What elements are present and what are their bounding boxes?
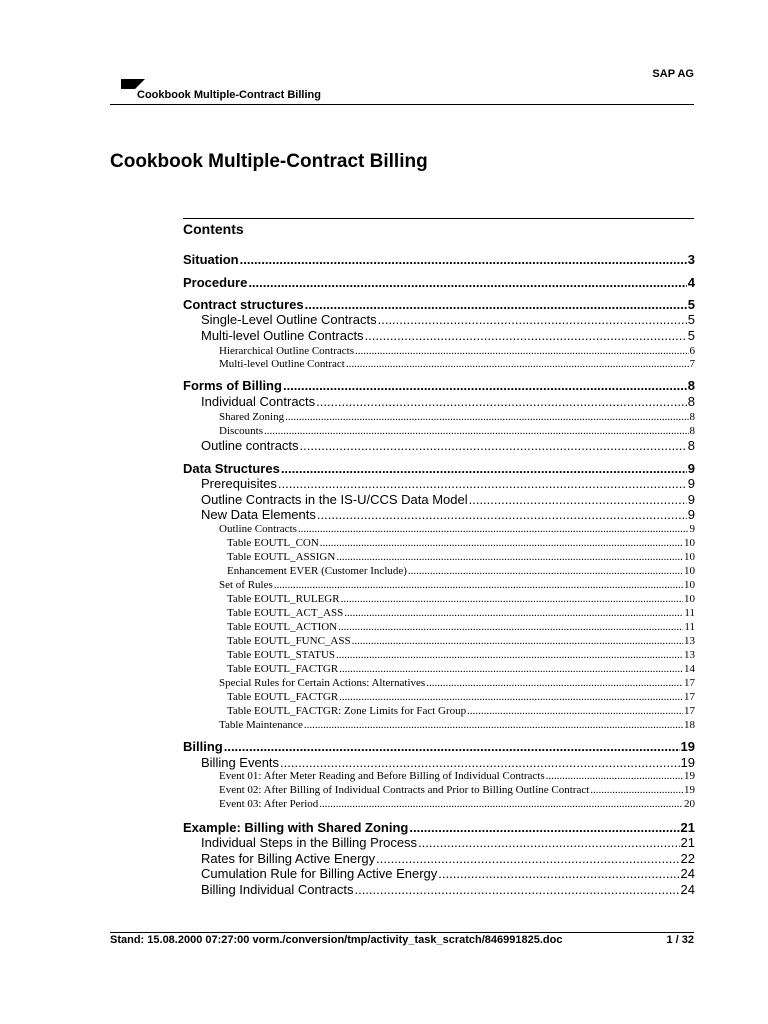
toc-leader xyxy=(320,536,683,550)
toc-entry-label: Multi-level Outline Contract xyxy=(219,358,345,370)
toc-page-number: 10 xyxy=(684,565,695,577)
toc-entry[interactable] xyxy=(219,410,695,424)
toc-page-number: 24 xyxy=(680,866,695,881)
toc-entry[interactable] xyxy=(201,507,695,523)
toc-entry[interactable] xyxy=(183,275,695,291)
toc-entry-label: Cumulation Rule for Billing Active Energy xyxy=(201,866,438,881)
toc-entry-label: Discounts xyxy=(219,425,263,437)
toc-page-number: 9 xyxy=(687,507,695,522)
toc-entry[interactable] xyxy=(183,739,695,755)
toc-page-number: 6 xyxy=(689,345,695,357)
toc-entry-label: Table EOUTL_FACTGR xyxy=(227,691,339,703)
toc-leader xyxy=(304,718,683,732)
toc-leader xyxy=(224,739,680,755)
toc-entry-label: Multi-level Outline Contracts xyxy=(201,328,364,343)
toc-entry-label: Set of Rules xyxy=(219,579,273,591)
toc-leader xyxy=(426,676,683,690)
toc-page-number: 8 xyxy=(689,411,695,423)
toc-entry[interactable] xyxy=(219,578,695,592)
toc-entry-label: Event 03: After Period xyxy=(219,798,319,810)
toc-entry[interactable] xyxy=(201,882,695,898)
toc-entry[interactable] xyxy=(219,424,695,438)
toc-entry-label: Table EOUTL_STATUS xyxy=(227,649,336,661)
toc-entry-label: Table EOUTL_ACTION xyxy=(227,621,338,633)
footer-stand: Stand: 15.08.2000 07:27:00 vorm./conversion/tmp/activity_task_scratch/846991825.doc xyxy=(110,934,563,946)
toc-leader xyxy=(467,704,683,718)
toc-leader xyxy=(346,357,689,371)
toc-entry-label: Data Structures xyxy=(183,461,280,476)
toc-entry-label: Special Rules for Certain Actions: Alternatives xyxy=(219,677,426,689)
toc-page-number: 24 xyxy=(680,882,695,897)
toc-page-number: 17 xyxy=(684,677,695,689)
toc-entry-label: Rates for Billing Active Energy xyxy=(201,851,376,866)
toc-leader xyxy=(248,275,686,291)
toc-leader xyxy=(298,522,689,536)
toc-entry-label: Table EOUTL_FUNC_ASS xyxy=(227,635,351,647)
toc-page-number: 5 xyxy=(687,297,695,312)
toc-leader xyxy=(339,662,683,676)
toc-entry[interactable] xyxy=(183,297,695,313)
toc-leader xyxy=(264,424,689,438)
toc-entry-label: Table EOUTL_FACTGR xyxy=(227,663,339,675)
toc-page-number: 13 xyxy=(684,649,695,661)
toc-entry[interactable] xyxy=(183,820,695,836)
toc-page-number: 3 xyxy=(687,252,695,267)
toc-entry[interactable] xyxy=(219,783,695,797)
toc-entry-label: Prerequisites xyxy=(201,476,277,491)
toc-entry-label: Example: Billing with Shared Zoning xyxy=(183,820,409,835)
toc-leader xyxy=(274,578,683,592)
toc-leader xyxy=(319,797,683,811)
toc-leader xyxy=(336,550,683,564)
toc-entry-label: Individual Contracts xyxy=(201,394,316,409)
toc-page-number: 7 xyxy=(689,358,695,370)
toc-leader xyxy=(376,851,679,867)
toc-entry-label: Individual Steps in the Billing Process xyxy=(201,835,418,850)
toc-page-number: 9 xyxy=(687,461,695,476)
toc-entry-label: Contract structures xyxy=(183,297,304,312)
contents-heading: Contents xyxy=(183,221,244,237)
toc-leader xyxy=(338,620,683,634)
toc-page-number: 9 xyxy=(687,476,695,491)
toc-entry[interactable] xyxy=(227,648,695,662)
toc-entry[interactable] xyxy=(219,797,695,811)
toc-entry[interactable] xyxy=(227,620,695,634)
toc-entry[interactable] xyxy=(227,592,695,606)
toc-entry-label: Table Maintenance xyxy=(219,719,303,731)
toc-entry-label: Situation xyxy=(183,252,239,267)
toc-entry-label: Billing Individual Contracts xyxy=(201,882,354,897)
toc-entry-label: Event 02: After Billing of Individual Contracts and Prior to Billing Outline Contract xyxy=(219,784,590,796)
toc-entry[interactable] xyxy=(219,676,695,690)
toc-leader xyxy=(469,492,687,508)
toc-page-number: 11 xyxy=(684,607,695,619)
toc-page-number: 17 xyxy=(684,705,695,717)
toc-leader xyxy=(344,606,683,620)
toc-entry[interactable] xyxy=(219,718,695,732)
footer-divider xyxy=(110,932,694,933)
toc-page-number: 19 xyxy=(680,739,695,754)
toc-entry-label: Forms of Billing xyxy=(183,378,282,393)
toc-page-number: 8 xyxy=(689,425,695,437)
toc-page-number: 4 xyxy=(687,275,695,290)
toc-entry-label: Billing xyxy=(183,739,223,754)
toc-page-number: 18 xyxy=(684,719,695,731)
toc-entry-label: Event 01: After Meter Reading and Before Billing of Individual Contracts xyxy=(219,770,545,782)
toc-leader xyxy=(409,820,679,836)
toc-page-number: 10 xyxy=(684,537,695,549)
toc-entry[interactable] xyxy=(227,550,695,564)
toc-entry[interactable] xyxy=(227,634,695,648)
toc-page-number: 5 xyxy=(687,312,695,327)
toc-leader xyxy=(281,461,687,477)
toc-leader xyxy=(278,476,687,492)
toc-entry[interactable] xyxy=(183,378,695,394)
toc-page-number: 8 xyxy=(687,394,695,409)
toc-entry[interactable] xyxy=(227,564,695,578)
toc-leader xyxy=(408,564,683,578)
toc-leader xyxy=(546,769,683,783)
toc-entry-label: Shared Zoning xyxy=(219,411,285,423)
toc-page-number: 14 xyxy=(684,663,695,675)
toc-leader xyxy=(590,783,683,797)
toc-leader xyxy=(336,648,683,662)
toc-leader xyxy=(355,344,688,358)
toc-entry[interactable] xyxy=(227,536,695,550)
toc-leader xyxy=(438,866,679,882)
toc-page-number: 21 xyxy=(680,820,695,835)
toc-entry[interactable] xyxy=(201,851,695,867)
header-doc-title: Cookbook Multiple-Contract Billing xyxy=(137,89,321,101)
toc-page-number: 22 xyxy=(680,851,695,866)
toc-entry-label: Procedure xyxy=(183,275,248,290)
toc-page-number: 13 xyxy=(684,635,695,647)
toc-entry[interactable] xyxy=(201,312,695,328)
toc-entry-label: Outline Contracts in the IS-U/CCS Data Model xyxy=(201,492,468,507)
toc-entry[interactable] xyxy=(201,328,695,344)
toc-leader xyxy=(352,634,683,648)
toc-page-number: 11 xyxy=(684,621,695,633)
toc-leader xyxy=(316,394,687,410)
toc-page-number: 17 xyxy=(684,691,695,703)
toc-entry-label: Hierarchical Outline Contracts xyxy=(219,345,355,357)
toc-entry-label: Table EOUTL_FACTGR: Zone Limits for Fact Group xyxy=(227,705,467,717)
toc-entry-label: Enhancement EVER (Customer Include) xyxy=(227,565,407,577)
toc-page-number: 9 xyxy=(689,523,695,535)
toc-leader xyxy=(365,328,687,344)
toc-page-number: 10 xyxy=(684,579,695,591)
toc-page-number: 19 xyxy=(684,784,695,796)
toc-leader xyxy=(317,507,687,523)
toc-leader xyxy=(305,297,687,313)
toc-page-number: 10 xyxy=(684,551,695,563)
toc-entry[interactable] xyxy=(219,769,695,783)
toc-entry[interactable] xyxy=(201,866,695,882)
toc-entry[interactable] xyxy=(219,357,695,371)
toc-entry[interactable] xyxy=(219,522,695,536)
toc-entry[interactable] xyxy=(201,394,695,410)
toc-entry-label: Billing Events xyxy=(201,755,280,770)
toc-leader xyxy=(300,438,687,454)
toc-entry[interactable] xyxy=(201,492,695,508)
toc-entry[interactable] xyxy=(201,438,695,454)
toc-page-number: 19 xyxy=(680,755,695,770)
page-title: Cookbook Multiple-Contract Billing xyxy=(110,151,428,172)
toc-entry-label: Single-Level Outline Contracts xyxy=(201,312,377,327)
toc-entry[interactable] xyxy=(227,704,695,718)
toc-entry[interactable] xyxy=(227,662,695,676)
toc-entry-label: Table EOUTL_RULEGR xyxy=(227,593,340,605)
toc-leader xyxy=(283,378,687,394)
toc-page-number: 8 xyxy=(687,438,695,453)
toc-page-number: 8 xyxy=(687,378,695,393)
toc-entry-label: New Data Elements xyxy=(201,507,316,522)
toc-entry[interactable] xyxy=(227,606,695,620)
toc-entry-label: Table EOUTL_CON xyxy=(227,537,319,549)
toc-page-number: 19 xyxy=(684,770,695,782)
toc-page-number: 9 xyxy=(687,492,695,507)
toc-page-number: 21 xyxy=(680,835,695,850)
toc-leader xyxy=(240,252,687,268)
toc-entry[interactable] xyxy=(227,690,695,704)
toc-entry-label: Table EOUTL_ASSIGN xyxy=(227,551,336,563)
toc-leader xyxy=(378,312,687,328)
toc-entry[interactable] xyxy=(183,461,695,477)
toc-entry[interactable] xyxy=(201,835,695,851)
company-name: SAP AG xyxy=(652,68,694,80)
toc-entry-label: Outline contracts xyxy=(201,438,299,453)
toc-page-number: 20 xyxy=(684,798,695,810)
toc-leader xyxy=(354,882,679,898)
toc-entry[interactable] xyxy=(183,252,695,268)
toc-page-number: 10 xyxy=(684,593,695,605)
toc-entry-label: Table EOUTL_ACT_ASS xyxy=(227,607,344,619)
footer-page-indicator: 1 / 32 xyxy=(666,934,694,946)
toc-page-number: 5 xyxy=(687,328,695,343)
toc-leader xyxy=(285,410,688,424)
toc-leader xyxy=(341,592,683,606)
toc-entry[interactable] xyxy=(201,476,695,492)
toc-leader xyxy=(418,835,679,851)
toc-entry-label: Outline Contracts xyxy=(219,523,297,535)
toc-leader xyxy=(339,690,683,704)
toc-entry[interactable] xyxy=(219,344,695,358)
